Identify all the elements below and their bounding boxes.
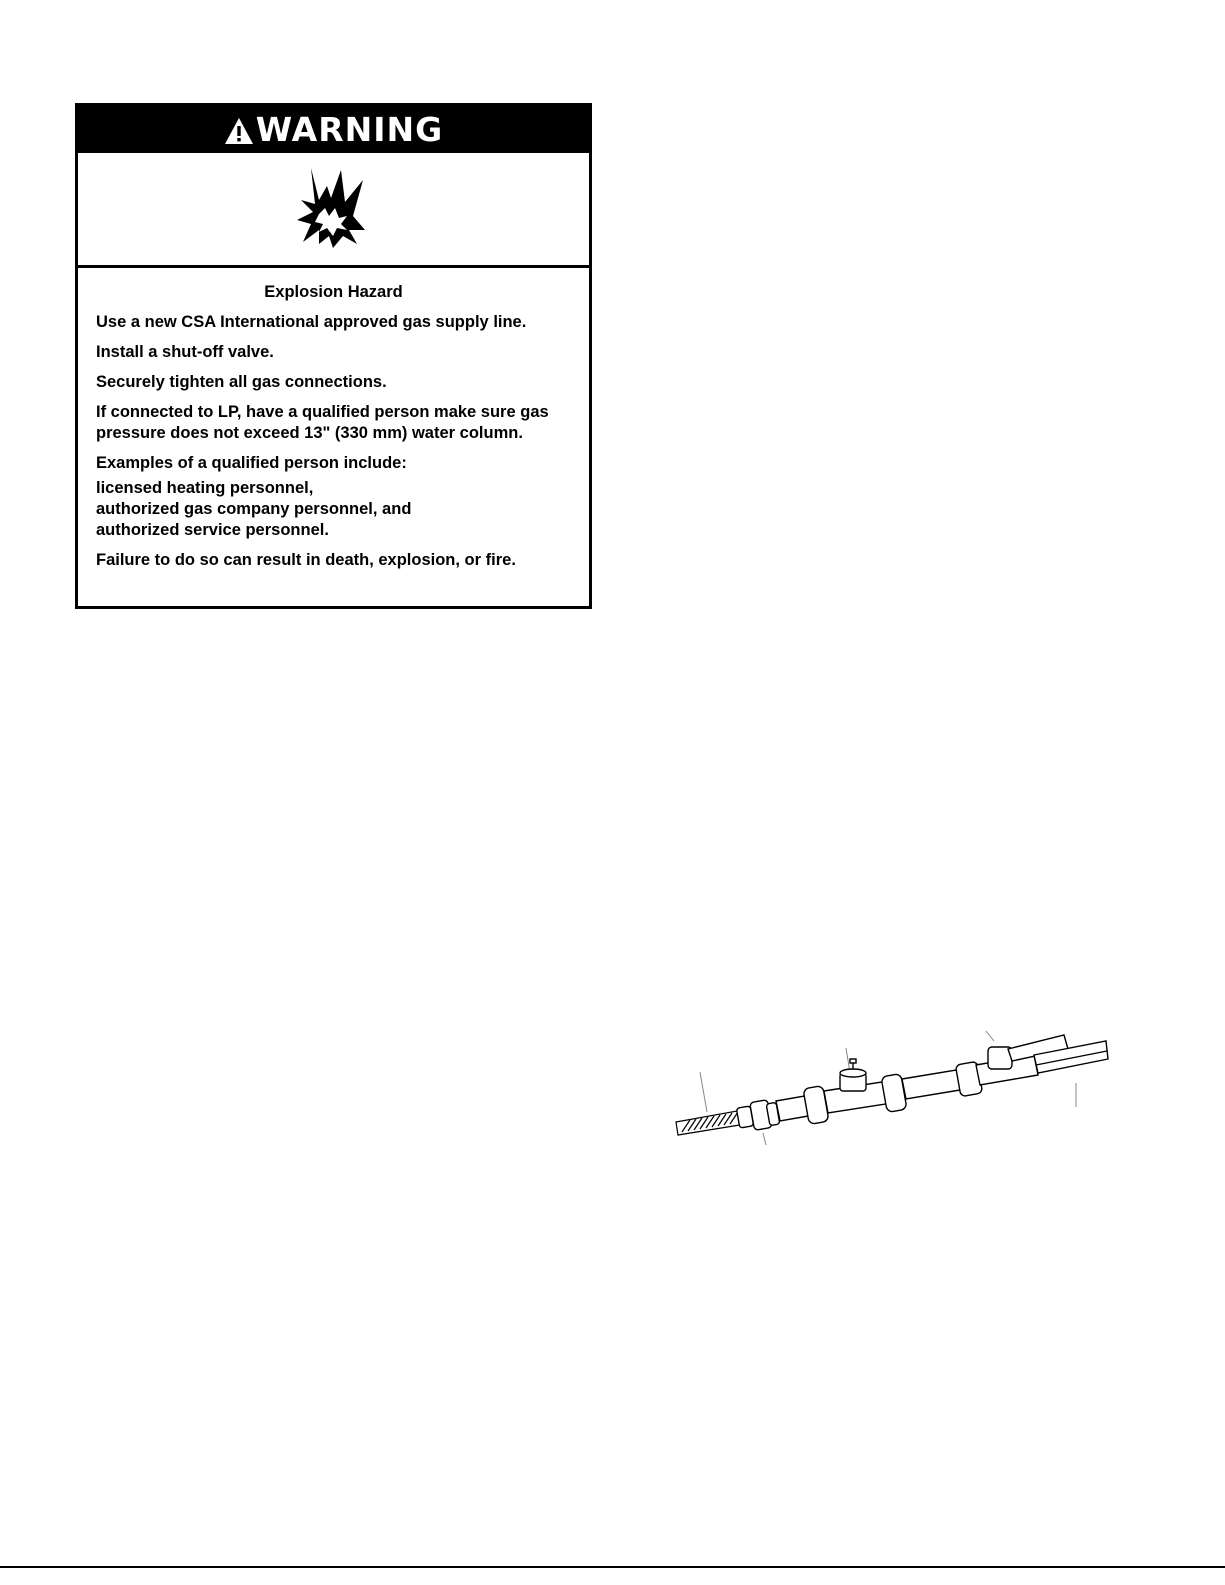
explosion-icon [289, 164, 379, 254]
pressure-tap-tee [803, 1059, 907, 1124]
leader-line [763, 1133, 766, 1145]
qualified-person-list [96, 478, 571, 541]
instruction-supply-line: Use a new CSA International approved gas supply line. [96, 313, 527, 331]
footer-rule [0, 1566, 1225, 1568]
warning-body [78, 268, 589, 571]
list-item: authorized service personnel. [96, 521, 329, 539]
instruction-tighten-connections: Securely tighten all gas connections. [96, 373, 387, 391]
warning-header [78, 106, 589, 153]
qualified-person-heading: Examples of a qualified person include: [96, 454, 407, 472]
hazard-title: Explosion Hazard [264, 283, 403, 301]
warning-box [75, 103, 592, 609]
alert-triangle-icon [224, 117, 254, 145]
instruction-shutoff-valve: Install a shut-off valve. [96, 343, 274, 361]
list-item: licensed heating personnel, [96, 479, 314, 497]
list-item: authorized gas company personnel, and [96, 500, 412, 518]
failure-consequence: Failure to do so can result in death, explosion, or fire. [96, 551, 516, 569]
warning-title: WARNING [255, 110, 444, 149]
instruction-lp-pressure: If connected to LP, have a qualified person make sure gas pressure does not exceed 13" (330 mm) water column. [96, 403, 549, 442]
gas-line-figure [660, 1015, 1120, 1155]
leader-line [700, 1072, 707, 1112]
leader-line [986, 1031, 994, 1041]
hazard-icon-panel [78, 153, 589, 268]
flare-fitting [736, 1100, 779, 1131]
